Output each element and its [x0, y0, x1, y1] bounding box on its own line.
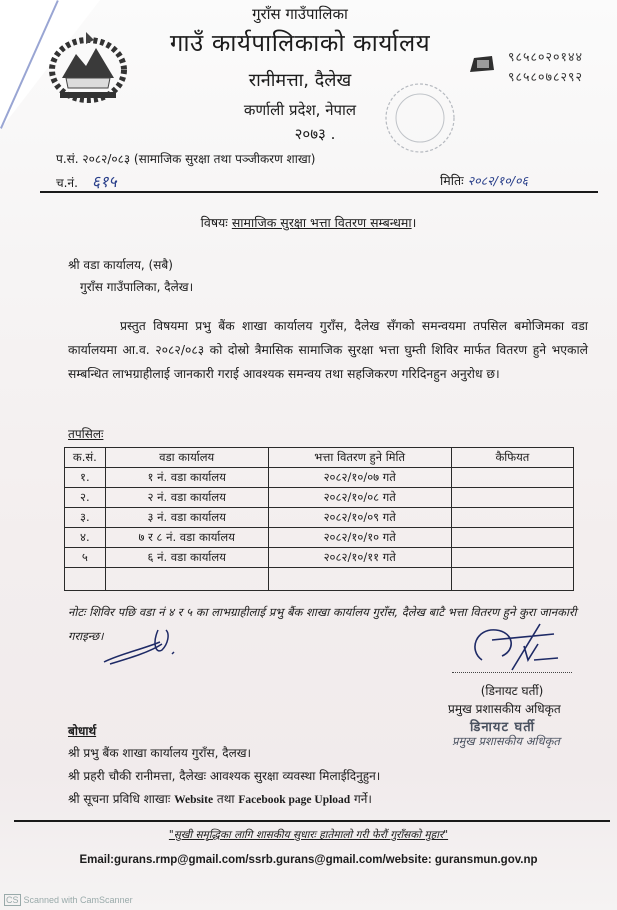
empty-cell [451, 568, 573, 591]
cell-ward-office: ६ नं. वडा कार्यालय [105, 548, 268, 568]
date-label: मितिः [440, 173, 464, 188]
office-location: रानीमत्ता, दैलेख [248, 70, 352, 91]
watermark-text: Scanned with CamScanner [23, 895, 133, 905]
footer-contact: Email:gurans.rmp@gmail.com/ssrb.gurans@gmail.com/website: guransmun.gov.np [79, 854, 538, 866]
cell-remarks [451, 468, 573, 488]
dispatch-number [56, 170, 117, 192]
cell-serial: ४. [65, 528, 106, 548]
distribution-schedule-table [64, 447, 574, 591]
cell-date: २०८२/१०/१० गते [268, 528, 451, 548]
dispatch-number-label: च.नं. [56, 176, 78, 190]
addressee-line-1: श्री वडा कार्यालय, (सबै) [68, 258, 173, 272]
cc-item-1: श्री प्रभु बैंक शाखा कार्यालय गुराँस, दैलख। [68, 746, 252, 760]
cell-serial: २. [65, 488, 106, 508]
cc-title: बोधार्थ [68, 724, 97, 738]
officer-signature [462, 620, 562, 676]
phone-number-1: ९८५८०२०१४४ [508, 49, 584, 64]
established-year: २०७३ . [294, 125, 336, 143]
header-ward-office: वडा कार्यालय [105, 448, 268, 468]
header-serial: क.सं. [65, 448, 106, 468]
cell-remarks [451, 508, 573, 528]
initial-signature [100, 624, 180, 668]
office-title: गाउँ कार्यपालिकाको कार्यालय [169, 29, 431, 57]
telephone-icon [468, 54, 496, 76]
empty-cell [268, 568, 451, 591]
letter-body: प्रस्तुत विषयमा प्रभु बैंक शाखा कार्यालय गुराँस, दैलेख सँगको समन्वयमा तपसिल बमोजिमका वडा कार्यालयमा आ.व. २०८२/०८३ को दोस्रो त्रैमासिक सामाजिक सुरक्षा भत्ता घुम्ती शिविर मार्फत वितरण हुने भएकाले सम्बन्धित लाभग्राहीलाई जानकारी गराई आवश्यक समन्वय तथा सहजिकरण गरिदिनहुन अनुरोध छ। [68, 319, 588, 381]
table-row [65, 528, 574, 548]
footer-divider [14, 820, 610, 822]
cell-date: २०८२/१०/०९ गते [268, 508, 451, 528]
reference-number: प.सं. २०८२/०८३ (सामाजिक सुरक्षा तथा पञ्जीकरण शाखा) [56, 152, 316, 166]
subject-label: विषयः [200, 215, 228, 230]
empty-cell [65, 568, 106, 591]
table-row [65, 508, 574, 528]
dispatch-number-value: ६१५ [91, 172, 117, 191]
cell-ward-office: ३ नं. वडा कार्यालय [105, 508, 268, 528]
subject-end: । [411, 215, 417, 230]
table-empty-row [65, 568, 574, 591]
table-header-row [65, 448, 574, 468]
footer-motto: "सुखी समृद्धिका लागि शासकीय सुधारः हातेमालो गरी फेरौं गुराँसको मुहार" [168, 829, 449, 841]
signatory-designation: प्रमुख प्रशासकीय अधिकृत [448, 702, 561, 716]
details-title: तपसिलः [68, 427, 104, 441]
date-value: २०८२/१०/०६ [467, 173, 529, 188]
cell-ward-office: १ नं. वडा कार्यालय [105, 468, 268, 488]
cc-item-3-mid: तथा [216, 792, 235, 806]
signature-line [452, 672, 572, 673]
phone-numbers [508, 47, 583, 87]
cc-item-3-facebook: Facebook page Upload [238, 794, 351, 806]
cc-item-2: श्री प्रहरी चौकी रानीमत्ता, दैलेखः आवश्यक सुरक्षा व्यवस्था मिलाईदिनुहुन। [68, 769, 381, 783]
cell-serial: ५ [65, 548, 106, 568]
table-row [65, 468, 574, 488]
cell-remarks [451, 548, 573, 568]
cell-ward-office: ७ र ८ नं. वडा कार्यालय [105, 528, 268, 548]
phone-number-2: ९८५८०७८२९२ [508, 69, 584, 84]
name-stamp: डिनायट घर्ती [470, 720, 535, 735]
cc-item-3-suffix: गर्ने। [354, 792, 372, 806]
empty-cell [105, 568, 268, 591]
cell-date: २०८२/१०/०७ गते [268, 468, 451, 488]
header-divider [40, 191, 598, 193]
cell-date: २०८२/१०/०८ गते [268, 488, 451, 508]
cc-item-3-prefix: श्री सूचना प्रविधि शाखाः [68, 792, 171, 806]
letter-date [440, 172, 528, 189]
cc-item-3 [68, 790, 372, 807]
note-text: नोटः शिविर पछि वडा नं ४ र ५ का लाभग्राहीलाई प्रभु बैंक शाखा कार्यालय गुराँस, दैलेख बाटै भत्ता वितरण हुने कुरा जानकारी गराइन्छ। [68, 605, 577, 643]
cell-remarks [451, 488, 573, 508]
camscanner-icon: CS [6, 895, 19, 905]
header-remarks: कैफियत [451, 448, 573, 468]
header-distribution-date: भत्ता वितरण हुने मिति [268, 448, 451, 468]
cell-serial: १. [65, 468, 106, 488]
subject-text: सामाजिक सुरक्षा भत्ता वितरण सम्बन्धमा [231, 215, 412, 230]
office-stamp [380, 74, 460, 162]
table-row [65, 548, 574, 568]
designation-stamp: प्रमुख प्रशासकीय अधिकृत [452, 734, 560, 748]
cell-ward-office: २ नं. वडा कार्यालय [105, 488, 268, 508]
nepal-emblem-icon [44, 28, 132, 106]
cell-remarks [451, 528, 573, 548]
cell-serial: ३. [65, 508, 106, 528]
subject-line [0, 214, 617, 231]
scanner-watermark [4, 895, 133, 905]
table-row [65, 488, 574, 508]
cell-date: २०८२/१०/११ गते [268, 548, 451, 568]
signatory-name: (डिनायट घर्ती) [480, 684, 544, 698]
province-country: कर्णाली प्रदेश, नेपाल [243, 101, 357, 119]
municipality-name: गुराँस गाउँपालिका [252, 5, 348, 23]
addressee-line-2: गुराँस गाउँपालिका, दैलेख। [80, 280, 194, 294]
cc-item-3-website: Website [174, 794, 214, 806]
